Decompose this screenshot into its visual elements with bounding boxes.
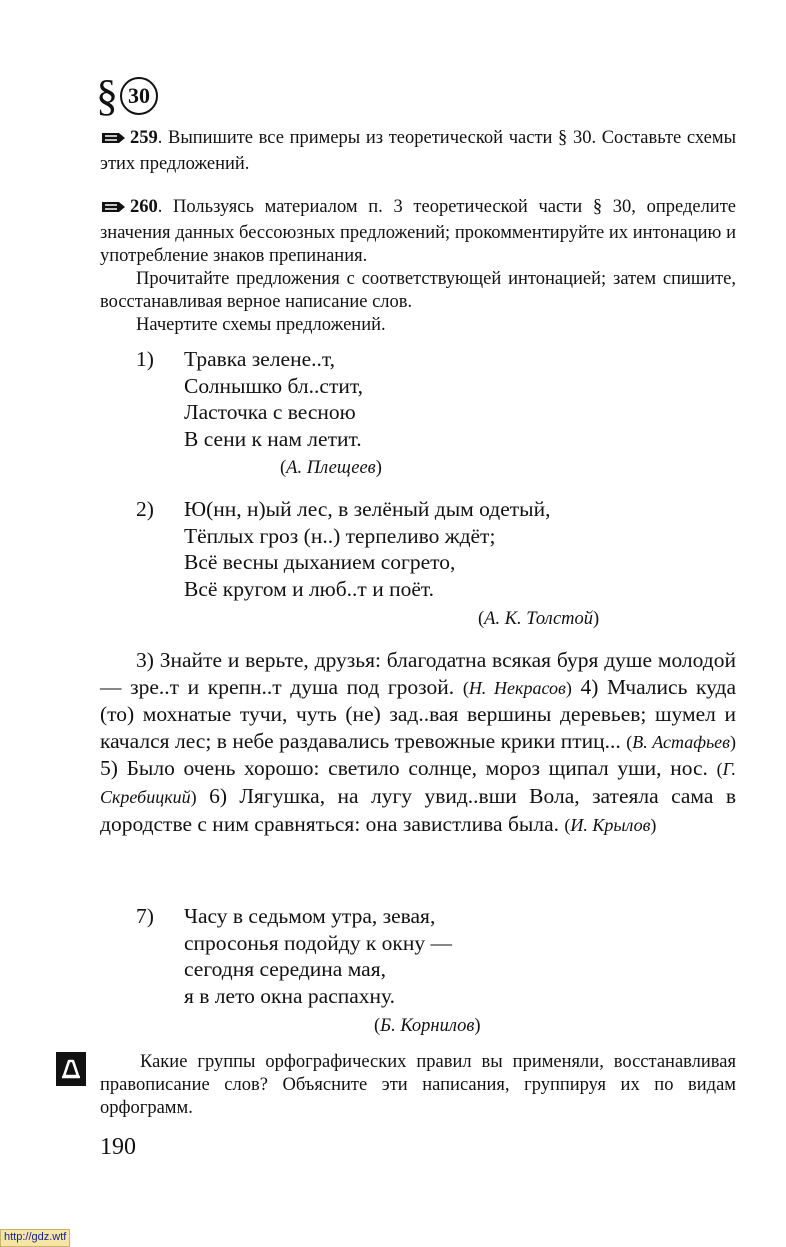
- poem-1: [184, 346, 363, 452]
- verse-line: сегодня середина мая,: [184, 957, 386, 981]
- exercise-text: . Выпишите все примеры из теоретической части § 30. Составьте схемы этих предложений.: [100, 128, 736, 174]
- sentence-6: 6) Лягушка, на лугу увид..вши Вола, затеяла сама в дородстве с ним сравняться: она завистлива была.: [100, 783, 737, 836]
- exercise-259: [100, 127, 736, 176]
- exercise-text: . Пользуясь материалом п. 3 теоретической части § 30, определите значения данных бессоюзных предложений; прокомментируйте их интонацию и употребление знаков препинания.: [100, 197, 736, 266]
- section-number: 30: [120, 77, 158, 115]
- source: (В. Астафьев): [626, 731, 736, 752]
- verse-line: Всё кругом и люб..т и поёт.: [184, 576, 435, 601]
- sentence-3: 3) Знайте и верьте, друзья: благодатна всякая буря душе молодой — зре..т и крепн..т душа под грозой.: [100, 648, 736, 699]
- pencil-icon: [100, 130, 126, 153]
- verse-line: Ласточка с весною: [184, 400, 356, 424]
- instruction: Прочитайте предложения с соответствующей интонацией; затем спишите, восстанавливая верное написание слов.: [100, 269, 736, 312]
- prose-examples: [100, 647, 736, 838]
- exercise-number: 259: [130, 128, 158, 148]
- poem-number: 7): [136, 904, 154, 928]
- verse-line: спросонья подойду к окну —: [184, 930, 452, 955]
- poem-7: [184, 903, 452, 1009]
- sentence-4: 4) Мчались куда (то) мохнатые тучи, чуть (не) зад..вая вершины деревьев; шумел и качался лес; в небе раздавались тревожные крики птиц...: [100, 674, 737, 753]
- page-number: 190: [100, 1134, 136, 1160]
- verse-line: В сени к нам летит.: [184, 426, 362, 451]
- final-question: Какие группы орфографических правил вы применяли, восстанавливая правописание слов? Объясните эти написания, группируя их по видам орфограмм.: [100, 1052, 736, 1118]
- instruction: Начертите схемы предложений.: [136, 315, 386, 335]
- question-letter-icon: [56, 1052, 86, 1086]
- poem-author: (Б. Корнилов): [374, 1016, 481, 1036]
- source: (Н. Некрасов): [462, 677, 572, 698]
- verse-line: Солнышко бл..стит,: [184, 373, 364, 398]
- source: (И. Крылов): [564, 814, 657, 835]
- pencil-icon: [100, 199, 126, 222]
- poem-number: 2): [136, 497, 154, 521]
- watermark-link[interactable]: http://gdz.wtf: [0, 1229, 70, 1247]
- verse-line: Травка зелене..т,: [184, 347, 336, 371]
- section-heading: [96, 72, 158, 120]
- poem-author: (А. Плещеев): [280, 458, 382, 478]
- sentence-5: 5) Было очень хорошо: светило солнце, мороз щипал уши, нос.: [100, 756, 708, 781]
- exercise-260: [100, 196, 736, 337]
- verse-line: Часу в седьмом утра, зевая,: [184, 904, 436, 928]
- verse-line: Ю(нн, н)ый лес, в зелёный дым одетый,: [184, 497, 551, 521]
- poem-2: [184, 496, 550, 602]
- poem-author: (А. К. Толстой): [478, 609, 600, 629]
- exercise-number: 260: [130, 197, 158, 217]
- section-sign: §: [96, 71, 118, 120]
- poem-number: 1): [136, 347, 154, 371]
- verse-line: Всё весны дыханием согрето,: [184, 550, 456, 574]
- source: (Г. Скребицкий): [100, 759, 736, 807]
- verse-line: я в лето окна распахну.: [184, 983, 396, 1008]
- verse-line: Тёплых гроз (н..) терпеливо ждёт;: [184, 523, 496, 548]
